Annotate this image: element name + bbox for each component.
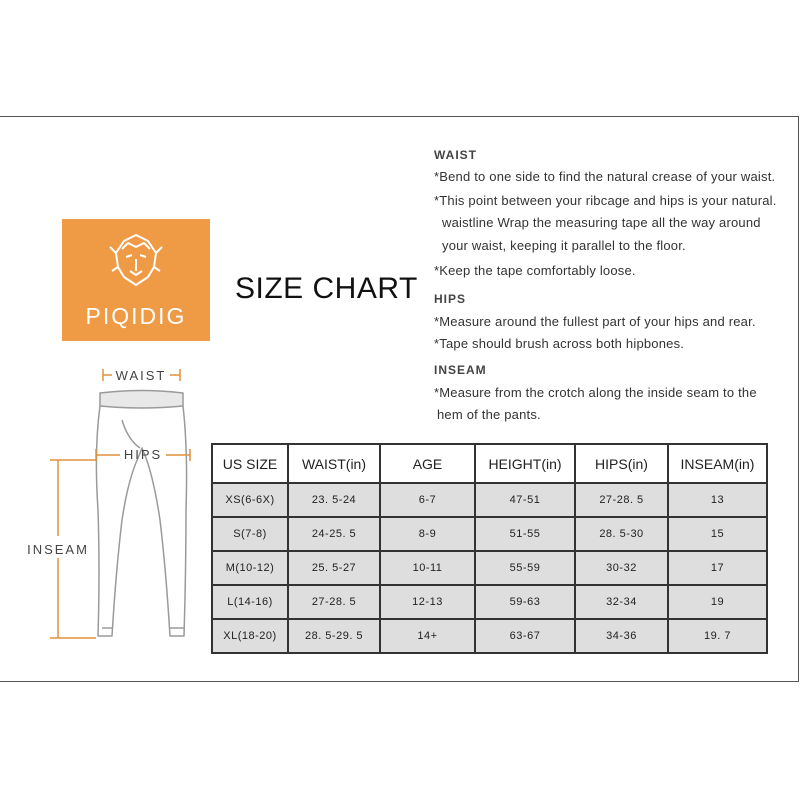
waist-line-4: your waist, keeping it parallel to the floor. — [442, 238, 686, 253]
waist-line-5: *Keep the tape comfortably loose. — [434, 263, 636, 278]
inseam-line-1: *Measure from the crotch along the inside seam to the — [434, 385, 757, 400]
cell-size: M(10-12) — [212, 551, 288, 585]
table-row — [212, 619, 767, 653]
table-row — [212, 585, 767, 619]
cell-height: 63-67 — [475, 619, 575, 653]
brand-name: PIQIDIG — [85, 303, 187, 329]
cell-hips: 34-36 — [575, 619, 668, 653]
cell-size: L(14-16) — [212, 585, 288, 619]
cell-height: 51-55 — [475, 517, 575, 551]
cell-waist: 27-28. 5 — [288, 585, 380, 619]
header-us-size: US SIZE — [212, 444, 288, 483]
header-age: AGE — [380, 444, 475, 483]
pants-diagram — [0, 360, 210, 650]
cell-hips: 27-28. 5 — [575, 483, 668, 517]
cell-waist: 23. 5-24 — [288, 483, 380, 517]
lion-icon — [62, 219, 210, 309]
waist-line-2: *This point between your ribcage and hips is your natural. — [434, 193, 777, 208]
header-waist: WAIST(in) — [288, 444, 380, 483]
inseam-heading: INSEAM — [434, 363, 487, 377]
cell-waist: 28. 5-29. 5 — [288, 619, 380, 653]
cell-hips: 28. 5-30 — [575, 517, 668, 551]
cell-height: 59-63 — [475, 585, 575, 619]
cell-size: XS(6-6X) — [212, 483, 288, 517]
hips-line-1: *Measure around the fullest part of your hips and rear. — [434, 314, 756, 329]
cell-inseam: 19 — [668, 585, 767, 619]
header-hips: HIPS(in) — [575, 444, 668, 483]
header-inseam: INSEAM(in) — [668, 444, 767, 483]
size-table — [211, 443, 768, 654]
cell-inseam: 13 — [668, 483, 767, 517]
table-row — [212, 517, 767, 551]
cell-size: S(7-8) — [212, 517, 288, 551]
pants-outline — [96, 391, 186, 637]
cell-waist: 25. 5-27 — [288, 551, 380, 585]
cell-hips: 30-32 — [575, 551, 668, 585]
cell-height: 55-59 — [475, 551, 575, 585]
brand-logo — [62, 219, 210, 341]
page-title: SIZE CHART — [235, 272, 418, 305]
header-height: HEIGHT(in) — [475, 444, 575, 483]
waist-line-1: *Bend to one side to find the natural crease of your waist. — [434, 169, 776, 184]
table-header-row — [212, 444, 767, 483]
table-row — [212, 551, 767, 585]
inseam-line-2: hem of the pants. — [437, 407, 541, 422]
cell-age: 6-7 — [380, 483, 475, 517]
cell-hips: 32-34 — [575, 585, 668, 619]
cell-height: 47-51 — [475, 483, 575, 517]
cell-age: 14+ — [380, 619, 475, 653]
waist-label: WAIST — [115, 368, 167, 383]
cell-waist: 24-25. 5 — [288, 517, 380, 551]
cell-inseam: 19. 7 — [668, 619, 767, 653]
cell-age: 12-13 — [380, 585, 475, 619]
cell-inseam: 17 — [668, 551, 767, 585]
table-row — [212, 483, 767, 517]
cell-inseam: 15 — [668, 517, 767, 551]
hips-heading: HIPS — [434, 292, 467, 306]
hips-label: HIPS — [123, 447, 163, 462]
waist-line-3: waistline Wrap the measuring tape all the way around — [442, 215, 761, 230]
cell-age: 8-9 — [380, 517, 475, 551]
waist-heading: WAIST — [434, 148, 477, 162]
inseam-label: INSEAM — [27, 542, 89, 557]
cell-size: XL(18-20) — [212, 619, 288, 653]
cell-age: 10-11 — [380, 551, 475, 585]
hips-line-2: *Tape should brush across both hipbones. — [434, 336, 685, 351]
